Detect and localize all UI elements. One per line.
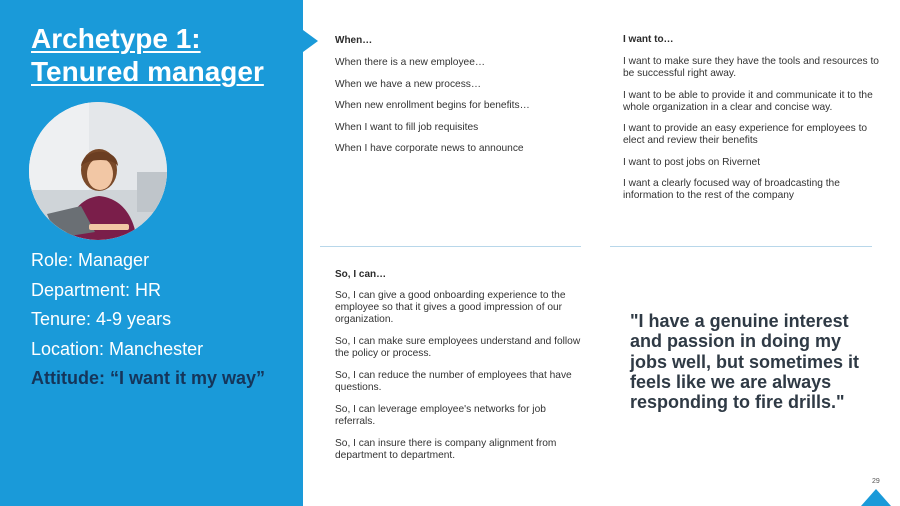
person-photo-icon: [29, 102, 167, 240]
can-heading: So, I can…: [335, 269, 387, 280]
divider-right: [610, 246, 872, 247]
want-item: I want to be able to provide it and communicate it to the whole organization in a clear and concise way.: [623, 89, 873, 113]
when-item: When new enrollment begins for benefits…: [335, 100, 530, 111]
can-list: [335, 290, 585, 462]
location-text: Location: Manchester: [31, 338, 204, 359]
can-item: So, I can give a good onboarding experience to the employee so that it gives a good impression of our organization.: [335, 290, 566, 325]
want-item: I want to post jobs on Rivernet: [623, 156, 761, 168]
when-heading: When…: [335, 35, 373, 46]
persona-quote: "I have a genuine interest and passion in doing my jobs well, but sometimes it feels like we are always responding to fire drills.": [630, 311, 860, 413]
want-item: I want to provide an easy experience for employees to elect and review their benefits: [623, 123, 868, 146]
sidebar-panel: [0, 0, 303, 506]
can-item: So, I can insure there is company alignment from department to department.: [335, 438, 557, 461]
when-item: When I have corporate news to announce: [335, 143, 524, 154]
want-item: I want to make sure they have the tools and resources to be successful right away.: [623, 56, 879, 79]
divider-left: [320, 246, 581, 247]
sidebar-pointer-arrow: [303, 30, 318, 52]
can-item: So, I can reduce the number of employees that have questions.: [335, 370, 572, 393]
persona-title: [31, 22, 264, 88]
when-item: When I want to fill job requisites: [335, 121, 479, 133]
persona-title-line2: Tenured manager: [31, 56, 264, 87]
persona-attributes: [31, 246, 265, 394]
persona-title-line1: Archetype 1:: [31, 23, 201, 54]
department-text: Department: HR: [31, 279, 162, 300]
want-item: I want a clearly focused way of broadcasting the information to the rest of the company: [623, 178, 840, 201]
role-text: Role: Manager: [31, 250, 150, 270]
when-item: When we have a new process…: [335, 78, 482, 90]
tenure-text: Tenure: 4-9 years: [31, 309, 172, 329]
want-list: [623, 56, 881, 202]
when-list: [335, 57, 580, 155]
want-heading: I want to…: [623, 34, 674, 45]
when-item: When there is a new employee…: [335, 57, 486, 68]
can-item: So, I can make sure employees understand and follow the policy or process.: [335, 336, 581, 359]
attitude-text: Attitude: “I want it my way”: [31, 368, 266, 388]
can-item: So, I can leverage employee's networks for job referrals.: [335, 404, 546, 427]
corner-triangle-icon: [861, 489, 891, 506]
page-number: 29: [872, 478, 880, 485]
